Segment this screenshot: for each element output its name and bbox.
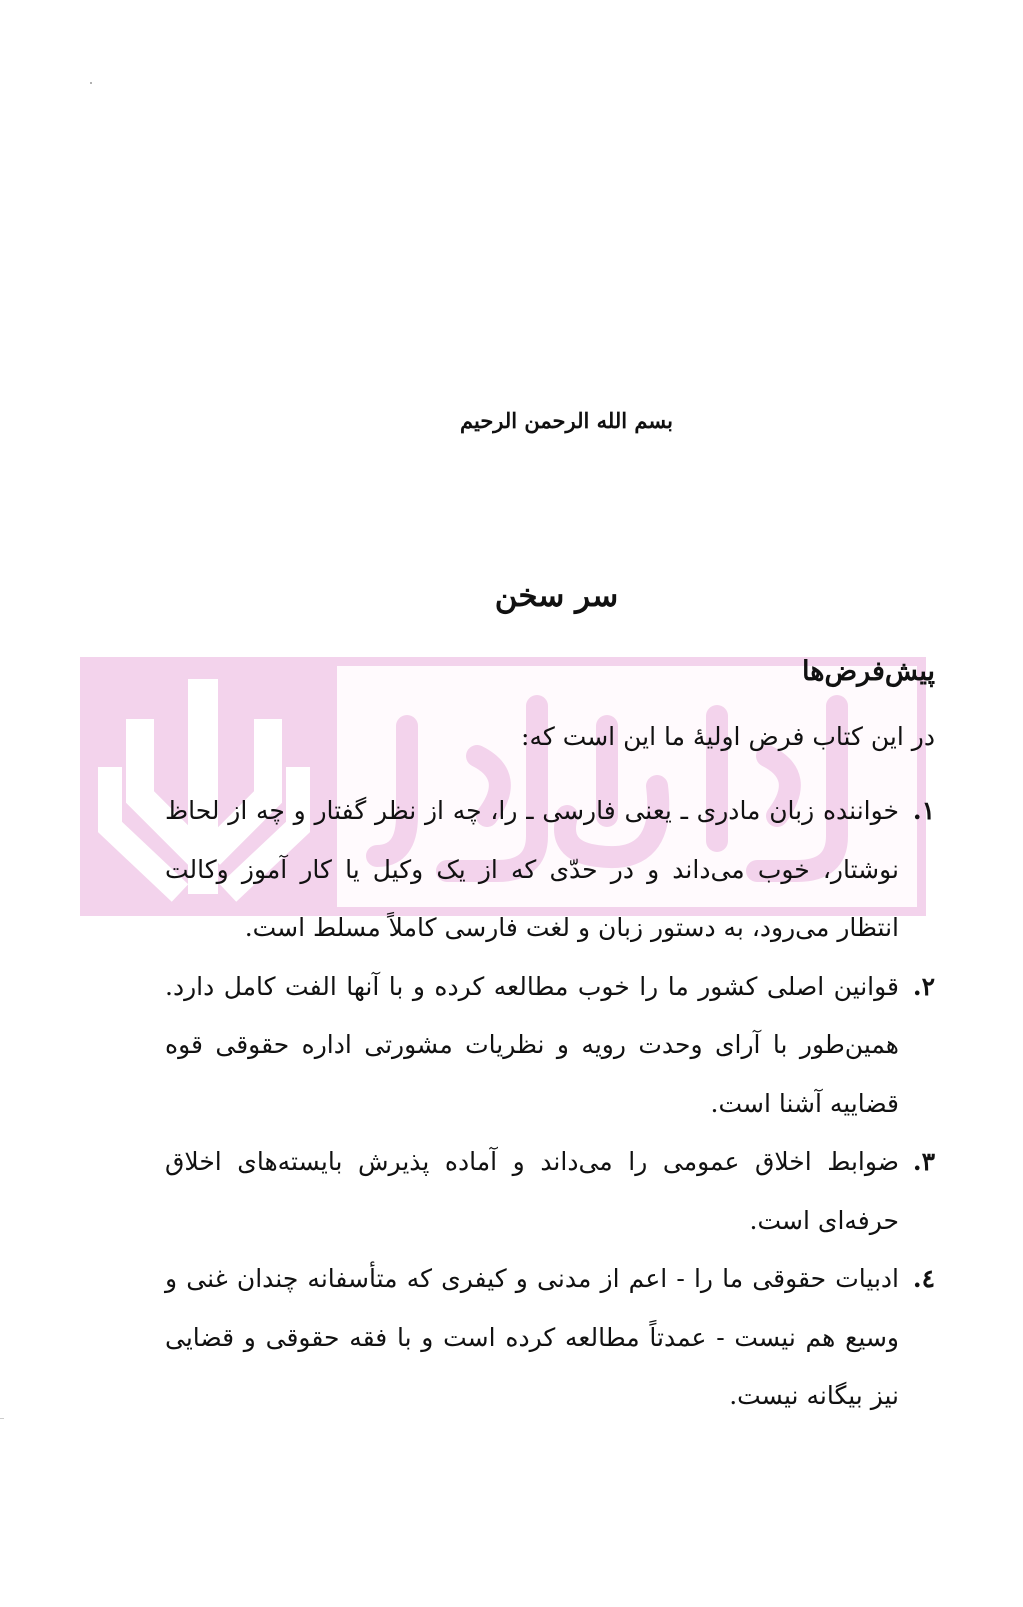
list-item <box>165 1250 935 1426</box>
list-item <box>165 958 935 1134</box>
bismillah-heading: بسم الله الرحمن الرحیم <box>460 408 673 433</box>
list-item-number: ۳. <box>912 1147 935 1176</box>
section-heading: پیش‌فرض‌ها <box>802 656 935 687</box>
list-item <box>165 1133 935 1250</box>
list-item-number: ۲. <box>912 971 935 1001</box>
margin-mark <box>0 1418 4 1419</box>
corner-mark <box>90 82 92 84</box>
page-title: سر سخن <box>494 578 619 614</box>
list-item-number: ۱. <box>912 796 935 825</box>
list-item-text: خواننده زبان مادری ـ یعنی فارسی ـ را، چه از نظر گفتار و چه از لحاظ نوشتار، خوب می‌داند و در حدّی که از یک وکیل یا کار آموز وکالت انتظار می‌رود، به دستور زبان و لغت فارسی کاملاً مسلط است. <box>165 796 899 942</box>
list-item-text: قوانین اصلی کشور ما را خوب مطالعه کرده و با آنها الفت کامل دارد. همین‌طور با آرای وحدت رویه و نظریات مشورتی اداره حقوقی قوه قضاییه آشنا است. <box>165 971 899 1118</box>
intro-paragraph: در این کتاب فرض اولیهٔ ما این است که: <box>521 722 935 751</box>
list-item-text: ضوابط اخلاق عمومی را می‌داند و آماده پذیرش بایسته‌های اخلاق حرفه‌ای است. <box>165 1147 899 1235</box>
list-item-number: ٤. <box>912 1264 935 1293</box>
list-item-text: ادبیات حقوقی ما را - اعم از مدنی و کیفری که متأسفانه چندان غنی و وسیع هم نیست - عمدتاً مطالعه کرده است و با فقه حقوقی و قضایی نیز بیگانه نیست. <box>165 1264 899 1410</box>
assumptions-list <box>165 782 935 1426</box>
list-item <box>165 782 935 958</box>
